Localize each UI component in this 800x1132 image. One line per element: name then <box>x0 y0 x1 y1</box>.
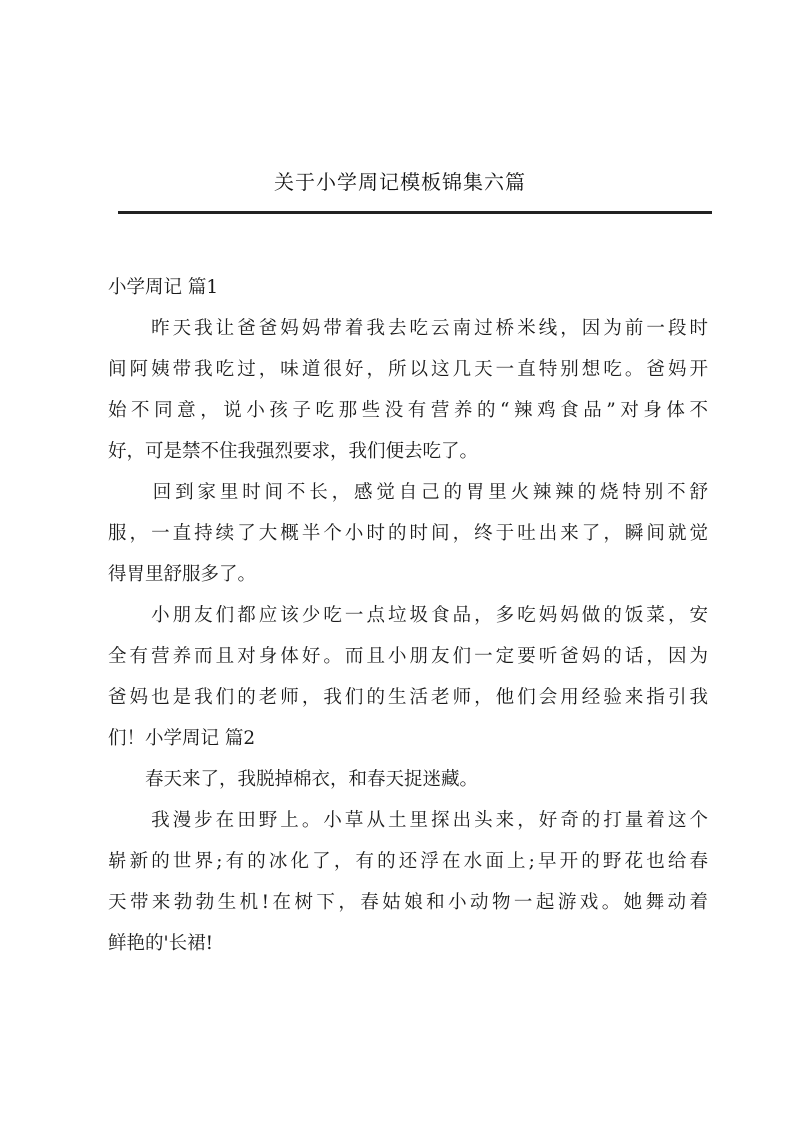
document-title: 关于小学周记模板锦集六篇 <box>274 170 526 194</box>
paragraph-line: 间阿姨带我吃过，味道很好，所以这几天一直特别想吃。爸妈开 <box>108 359 708 380</box>
paragraph-line: 得胃里舒服多了。 <box>108 564 257 585</box>
paragraph-line: 我漫步在田野上。小草从土里探出头来，好奇的打量着这个 <box>108 810 708 831</box>
section-heading-2-line: 们！小学周记 篇2 <box>108 728 256 749</box>
paragraph-line: 鲜艳的'长裙! <box>108 933 214 954</box>
section-heading-1: 小学周记 篇1 <box>108 277 219 298</box>
paragraph-line: 全有营养而且对身体好。而且小朋友们一定要听爸妈的话，因为 <box>108 646 708 667</box>
paragraph-line: 服，一直持续了大概半个小时的时间，终于吐出来了，瞬间就觉 <box>108 523 708 544</box>
paragraph-line: 爸妈也是我们的老师，我们的生活老师，他们会用经验来指引我 <box>108 687 708 708</box>
paragraph-line: 好，可是禁不住我强烈要求，我们便去吃了。 <box>108 441 479 462</box>
paragraph-line: 小朋友们都应该少吃一点垃圾食品，多吃妈妈做的饭菜，安 <box>108 605 708 626</box>
paragraph-line: 回到家里时间不长，感觉自己的胃里火辣辣的烧特别不舒 <box>108 482 708 503</box>
paragraph-line: 春天来了，我脱掉棉衣，和春天捉迷藏。 <box>108 769 479 790</box>
paragraph-line: 崭新的世界;有的冰化了，有的还浮在水面上;早开的野花也给春 <box>108 851 708 872</box>
paragraph-line: 天带来勃勃生机!在树下，春姑娘和小动物一起游戏。她舞动着 <box>108 892 708 913</box>
paragraph-line: 昨天我让爸爸妈妈带着我去吃云南过桥米线，因为前一段时 <box>108 318 708 339</box>
title-divider <box>118 211 712 214</box>
paragraph-line: 始不同意，说小孩子吃那些没有营养的“辣鸡食品”对身体不 <box>108 400 708 421</box>
